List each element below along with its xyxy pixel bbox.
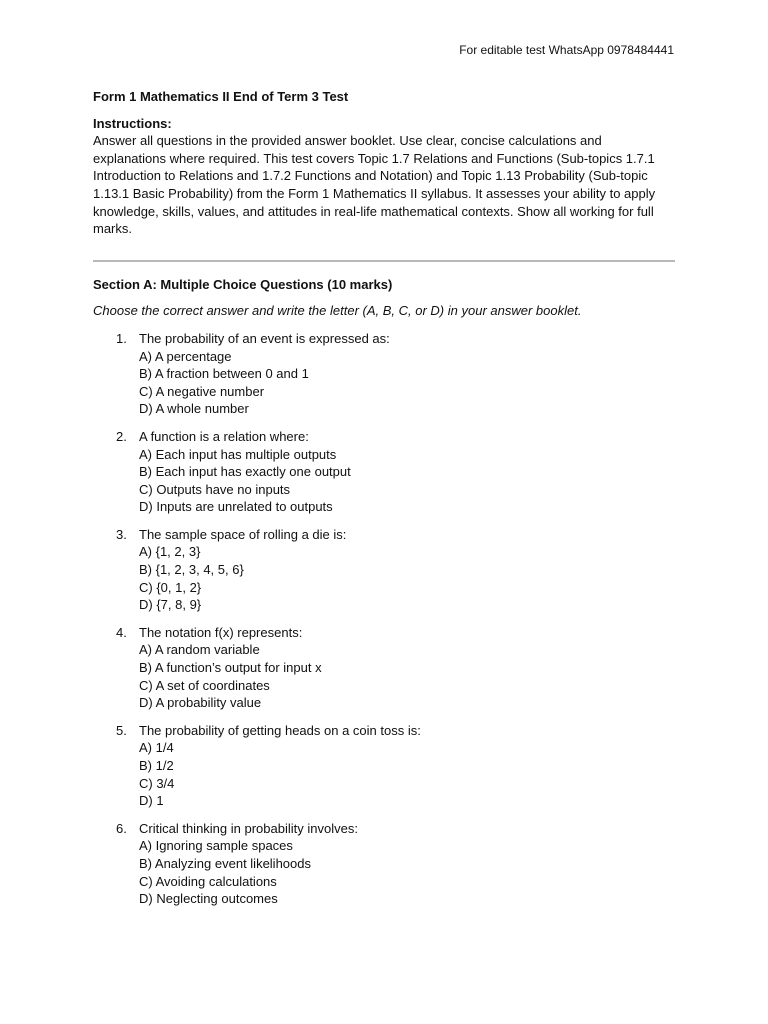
answer-option: D) Neglecting outcomes [139,891,278,907]
question-item [93,722,675,810]
answer-option: A) A random variable [139,642,260,658]
instructions-label: Instructions: [93,115,172,131]
answer-option: A) 1/4 [139,740,174,756]
answer-option: B) A fraction between 0 and 1 [139,366,309,382]
question-item [93,820,675,908]
question-number: 2. [116,428,127,444]
question-number: 4. [116,624,127,640]
section-description: Choose the correct answer and write the letter (A, B, C, or D) in your answer booklet. [93,303,582,319]
section-divider [93,260,675,262]
question-text: A function is a relation where: [139,428,309,444]
question-item [93,330,675,418]
question-number: 5. [116,722,127,738]
question-text: Critical thinking in probability involves: [139,820,358,836]
question-number: 1. [116,330,127,346]
question-text: The probability of an event is expressed as: [139,330,390,346]
answer-option: C) 3/4 [139,775,175,791]
question-number: 3. [116,526,127,542]
answer-option: D) Inputs are unrelated to outputs [139,499,333,515]
answer-option: D) A probability value [139,695,262,711]
answer-option: D) 1 [139,793,164,809]
section-title: Section A: Multiple Choice Questions (10 marks) [93,276,393,292]
answer-option: C) Outputs have no inputs [139,481,291,497]
answer-option: A) Each input has multiple outputs [139,446,337,462]
answer-option: D) A whole number [139,401,249,417]
answer-option: D) {7, 8, 9} [139,597,202,613]
question-item [93,624,675,712]
answer-option: B) Analyzing event likelihoods [139,855,311,871]
instructions-text: Answer all questions in the provided answer booklet. Use clear, concise calculations and explanations where required. This test covers Topic 1.7 Relations and Functions (Sub-topics 1.7.1 Introduction to Relations and 1.7.2 Functions and Notation) and Topic 1.13 Probability (Sub-topic 1.13.1 Basic Probability) from the Form 1 Mathematics II syllabus. It assesses your ability to apply knowledge, skills, values, and attitudes in real-life mathematical contexts. Show all working for full marks. [93,133,656,237]
answer-option: B) Each input has exactly one output [139,464,351,480]
question-text: The sample space of rolling a die is: [139,526,347,542]
answer-option: C) {0, 1, 2} [139,579,202,595]
question-number: 6. [116,820,127,836]
answer-option: C) A negative number [139,383,265,399]
question-text: The notation f(x) represents: [139,624,303,640]
page-header: For editable test WhatsApp 0978484441 [459,43,674,57]
answer-option: C) A set of coordinates [139,677,270,693]
document-body [93,88,675,918]
document-title: Form 1 Mathematics II End of Term 3 Test [93,89,349,104]
question-text: The probability of getting heads on a coin toss is: [139,722,421,738]
answer-option: A) A percentage [139,348,232,364]
answer-option: B) 1/2 [139,758,174,773]
answer-option: B) A function’s output for input x [139,660,322,676]
answer-option: C) Avoiding calculations [139,873,277,889]
answer-option: A) Ignoring sample spaces [139,838,293,854]
question-list [93,330,675,908]
answer-option: B) {1, 2, 3, 4, 5, 6} [139,562,244,578]
answer-option: A) {1, 2, 3} [139,544,201,560]
question-item [93,526,675,614]
question-item [93,428,675,516]
